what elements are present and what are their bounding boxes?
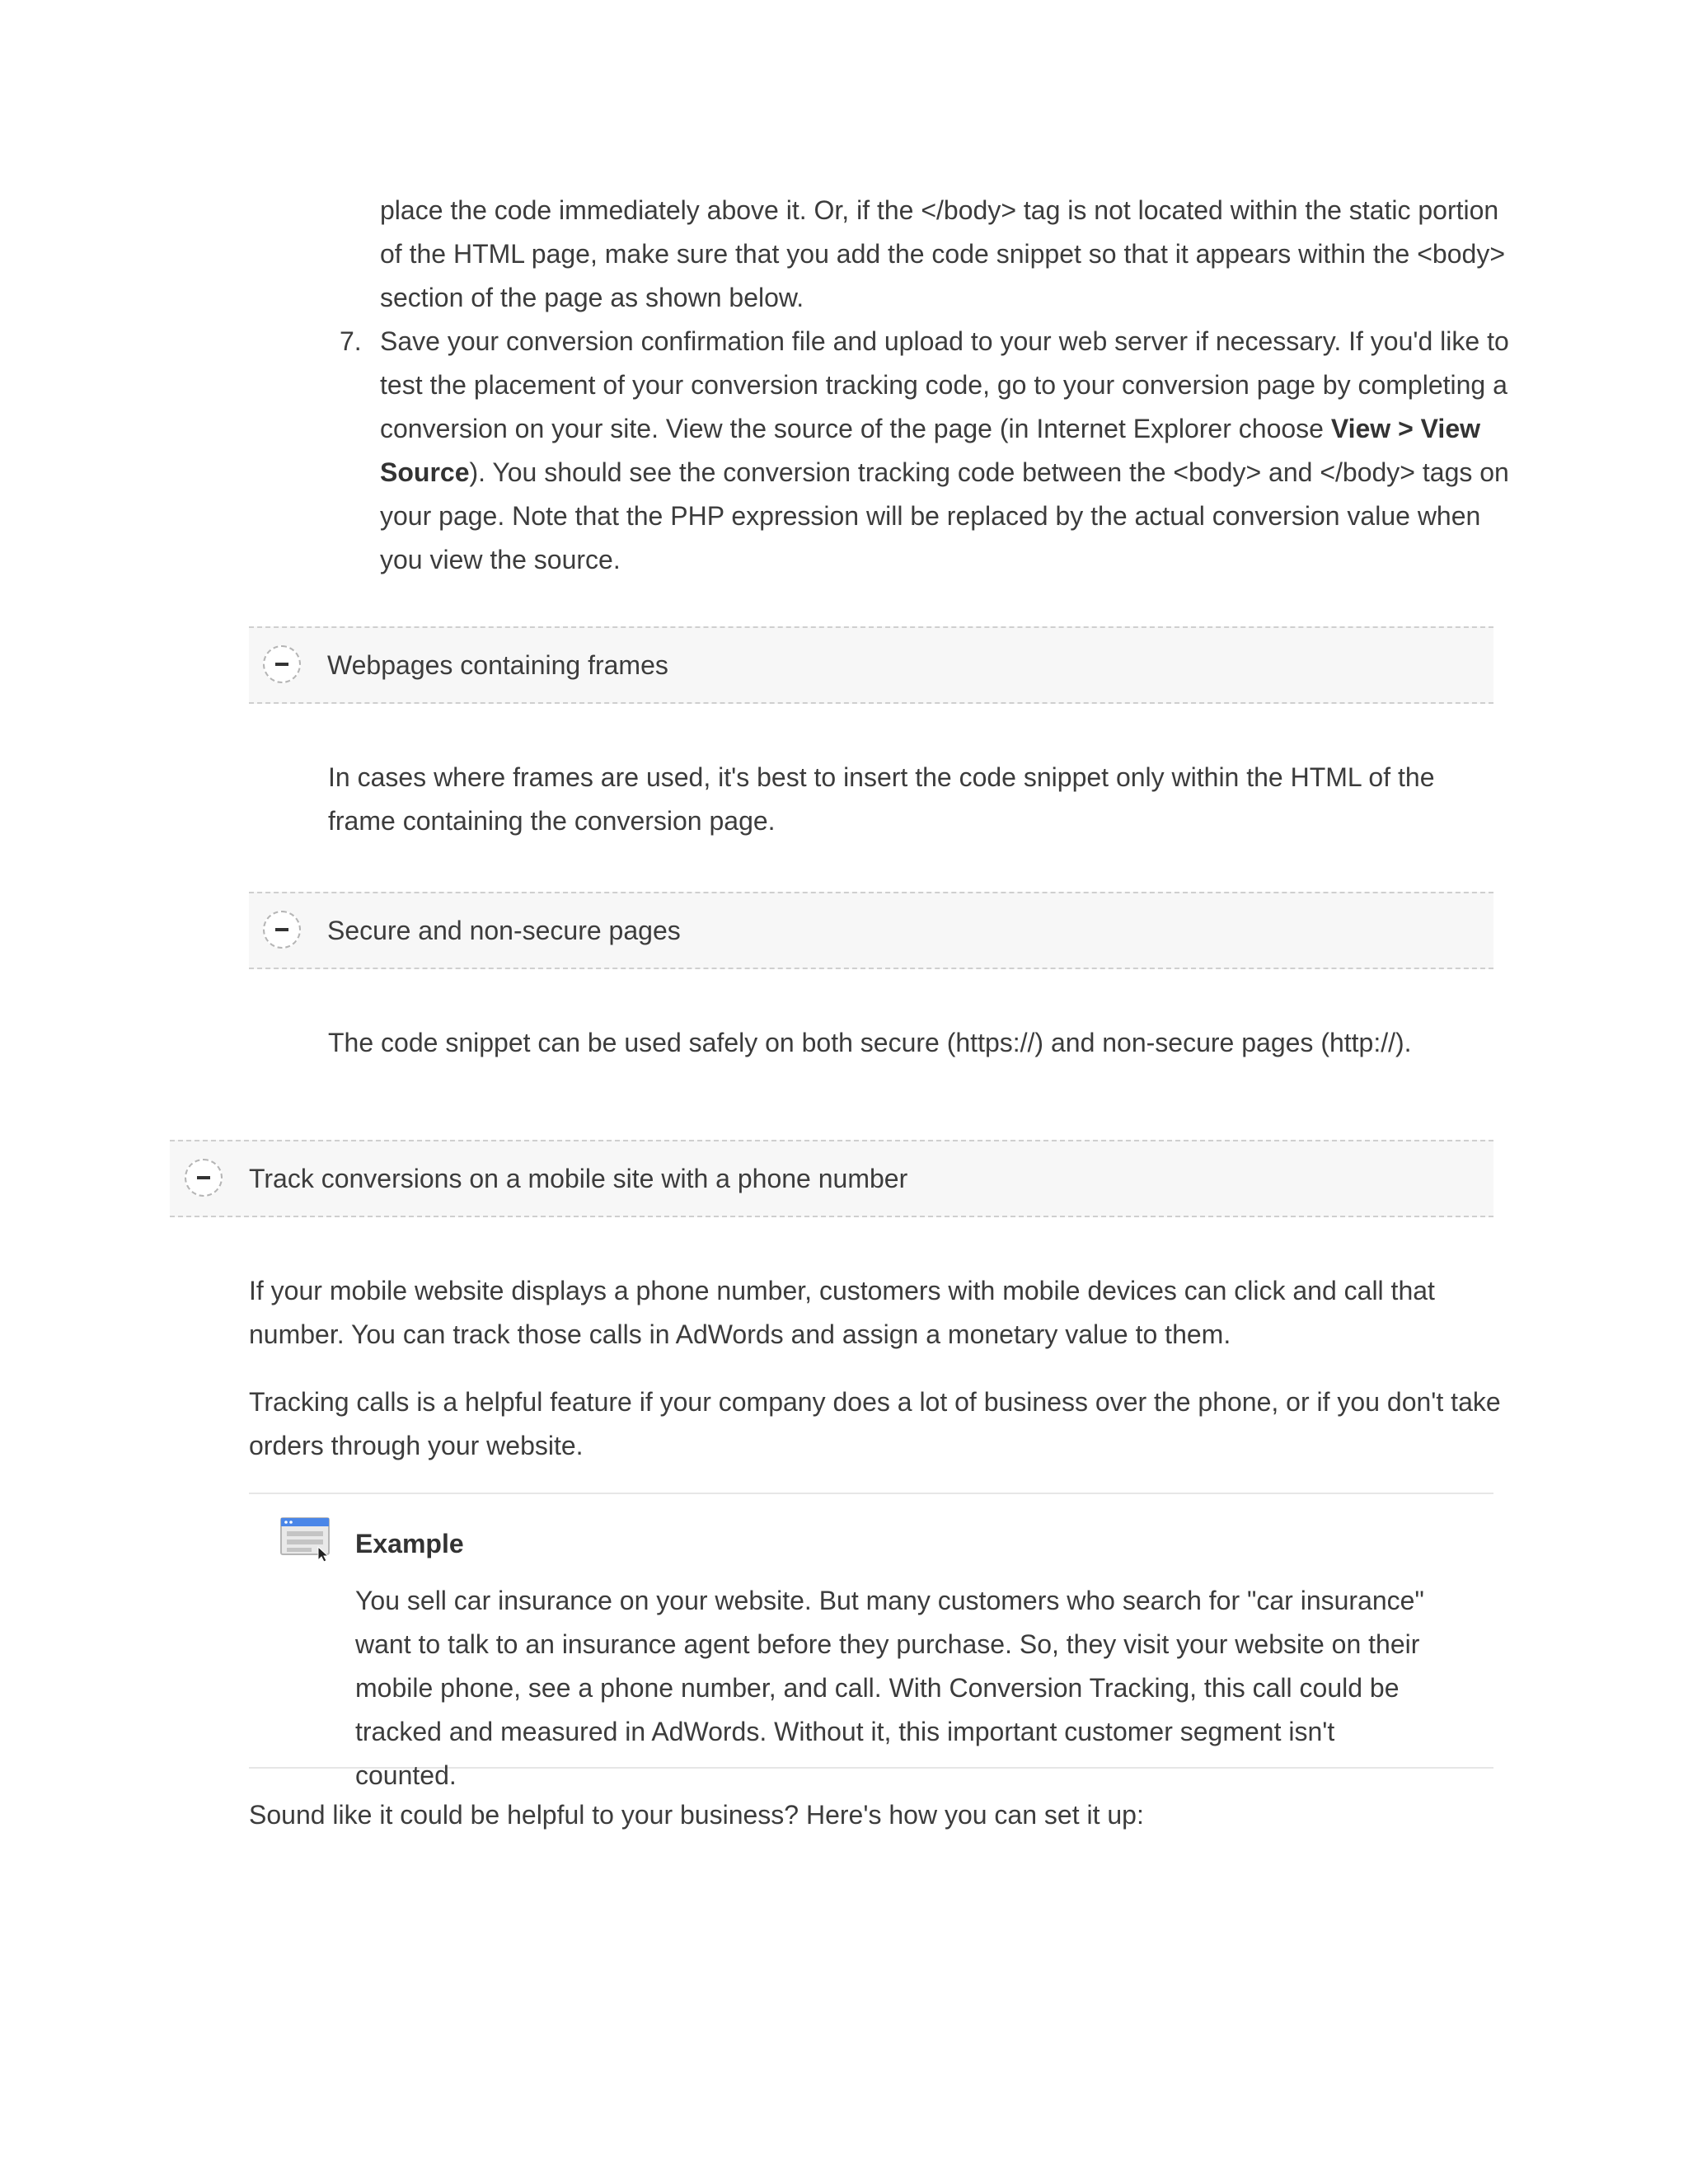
mobile-section-title: Track conversions on a mobile site with a phone number bbox=[249, 1164, 908, 1193]
collapse-minus-icon[interactable] bbox=[263, 911, 301, 949]
secure-section-title: Secure and non-secure pages bbox=[327, 916, 681, 945]
browser-window-cursor-icon bbox=[280, 1517, 331, 1562]
step-6-continuation: place the code immediately above it. Or, if the </body> tag is not located within the static portion of the HTML page, make sure that you add the code snippet so that it appears within the <body> section of the page as shown below. bbox=[380, 195, 1505, 312]
frames-section-body: In cases where frames are used, it's best to insert the code snippet only within the HTML of the frame containing the conversion page. bbox=[328, 762, 1435, 836]
step-7-number: 7. bbox=[340, 326, 362, 356]
mobile-section-paragraph-1: If your mobile website displays a phone number, customers with mobile devices can click and call that number. You can track those calls in AdWords and assign a monetary value to them. bbox=[249, 1276, 1435, 1349]
frames-section-header[interactable] bbox=[249, 626, 1493, 704]
step-7-text-after: ). You should see the conversion tracking code between the <body> and </body> tags on your page. Note that the PHP expression will be replaced by the actual conversion value when you view the source. bbox=[380, 457, 1509, 574]
collapse-minus-icon[interactable] bbox=[263, 645, 301, 683]
example-text: You sell car insurance on your website. But many customers who search for "car insurance" want to talk to an insurance agent before they purchase. So, they visit your website on their mobile phone, see a phone number, and call. With Conversion Tracking, this call could be tracked and measured in AdWords. Without it, this important customer segment isn't counted. bbox=[355, 1586, 1424, 1790]
secure-section-body: The code snippet can be used safely on both secure (https://) and non-secure pages (http://). bbox=[328, 1028, 1412, 1057]
step-7-text-before: Save your conversion confirmation file and upload to your web server if necessary. If you'd like to test the placement of your conversion tracking code, go to your conversion page by completing a conversion on your site. View the source of the page (in Internet Explorer choose bbox=[380, 326, 1509, 443]
mobile-section-header[interactable] bbox=[170, 1140, 1493, 1217]
mobile-section-paragraph-2: Tracking calls is a helpful feature if your company does a lot of business over the phone, or if you don't take orders through your website. bbox=[249, 1387, 1501, 1460]
secure-section-header[interactable] bbox=[249, 892, 1493, 969]
step-7-text bbox=[380, 320, 1517, 582]
frames-section-title: Webpages containing frames bbox=[327, 650, 668, 680]
collapse-minus-icon[interactable] bbox=[185, 1159, 223, 1197]
view-source-menu-path: View > View Source bbox=[380, 414, 1480, 487]
example-title: Example bbox=[355, 1529, 464, 1558]
closing-paragraph: Sound like it could be helpful to your business? Here's how you can set it up: bbox=[249, 1800, 1144, 1830]
example-callout bbox=[249, 1493, 1493, 1790]
